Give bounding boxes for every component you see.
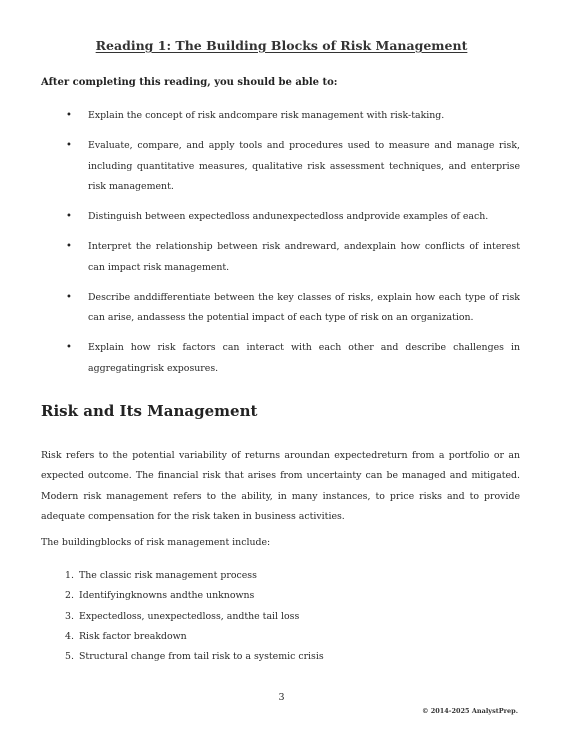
learning-objectives-intro: After completing this reading, you should be able to: (41, 77, 338, 88)
objective-item (0, 237, 563, 278)
objective-item (0, 288, 563, 329)
objective-item (0, 207, 563, 228)
list-item (0, 647, 324, 667)
learning-objectives-list (0, 106, 563, 389)
objective-text: Evaluate, compare, and apply tools and procedures used to measure and manage risk, including quantitative measures, qualitative risk assessment techniques, and enterprise risk management. (88, 140, 520, 192)
objective-item (0, 338, 563, 379)
list-item (0, 566, 324, 586)
list-number: 2. (65, 590, 74, 602)
list-item (0, 607, 324, 627)
list-item-text: Structural change from tail risk to a systemic crisis (79, 651, 324, 663)
reading-title: Reading 1: The Building Blocks of Risk Management (95, 38, 468, 53)
list-item (0, 627, 324, 647)
objective-text: Explain the concept of risk andcompare risk management with risk-taking. (88, 110, 445, 121)
list-number: 5. (65, 651, 74, 663)
bullet-icon: • (66, 110, 72, 121)
building-blocks-list (0, 566, 324, 667)
bullet-icon: • (66, 342, 72, 353)
list-number: 1. (65, 570, 74, 581)
body-paragraph: Risk refers to the potential variability of returns aroundan expectedreturn from a portfolio or an expected outcome. The financial risk that arises from uncertainty can be managed and mitigated. Modern risk management refers to the ability, in many instances, to price risks and to provide adequate compensation for the risk taken in business activities. (41, 450, 520, 522)
objective-item (0, 136, 563, 198)
section-heading: Risk and Its Management (41, 402, 258, 420)
list-item-text: Risk factor breakdown (79, 630, 187, 642)
copyright-notice: © 2014-2025 AnalystPrep. (421, 707, 518, 715)
objective-text: Interpret the relationship between risk andreward, andexplain how conflicts of interest can impact risk management. (88, 241, 520, 273)
objective-text: Distinguish between expectedloss andunexpectedloss andprovide examples of each. (88, 211, 489, 222)
bullet-icon: • (66, 140, 72, 151)
bullet-icon: • (66, 291, 72, 303)
list-number: 3. (65, 610, 74, 622)
bullet-icon: • (66, 241, 72, 252)
list-item-text: Identifyingknowns andthe unknowns (79, 590, 255, 602)
list-item-text: Expectedloss, unexpectedloss, andthe tail loss (79, 610, 300, 622)
objective-item (0, 106, 563, 127)
list-item-text: The classic risk management process (79, 570, 257, 581)
building-blocks-intro: The buildingblocks of risk management include: (41, 537, 271, 548)
page-number: 3 (278, 692, 285, 703)
list-item (0, 586, 324, 606)
list-number: 4. (65, 630, 74, 642)
bullet-icon: • (66, 211, 72, 222)
objective-text: Describe anddifferentiate between the key classes of risks, explain how each type of risk can arise, andassess the potential impact of each type of risk on an organization. (88, 291, 520, 323)
objective-text: Explain how risk factors can interact with each other and describe challenges in aggregatingrisk exposures. (88, 342, 520, 374)
